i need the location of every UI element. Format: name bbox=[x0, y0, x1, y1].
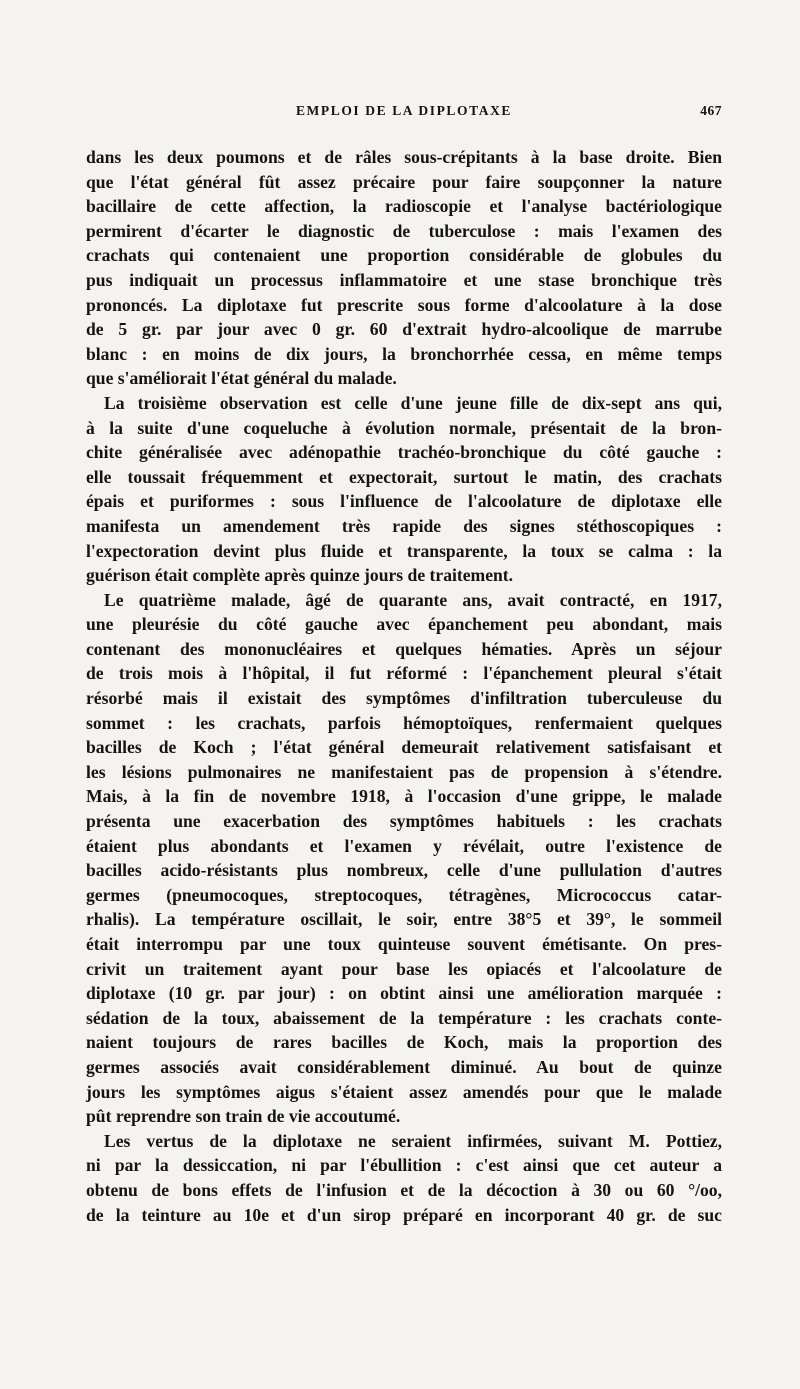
text-line: rhalis). La température oscillait, le soir, entre 38°5 et 39°, le sommeil bbox=[86, 909, 722, 930]
text-line: bacilles acido-résistants plus nombreux, celle d'une pullulation d'autres bbox=[86, 860, 722, 881]
text-line: germes associés avait considérablement diminué. Au bout de quinze bbox=[86, 1056, 722, 1077]
text-line: que s'améliorait l'état général du malade. bbox=[86, 368, 397, 389]
text-line: de trois mois à l'hôpital, il fut réformé : l'épanchement pleural s'était bbox=[86, 663, 722, 684]
text-line: crachats qui contenaient une proportion considérable de globules du bbox=[86, 245, 722, 266]
text-line: contenant des mononucléaires et quelques hématies. Après un séjour bbox=[86, 638, 722, 659]
text-line: à la suite d'une coqueluche à évolution normale, présentait de la bron- bbox=[86, 417, 722, 438]
text-line: Mais, à la fin de novembre 1918, à l'occasion d'une grippe, le malade bbox=[86, 786, 722, 807]
text-line: crivit un traitement ayant pour base les opiacés et l'alcoolature de bbox=[86, 958, 722, 979]
text-line: bacillaire de cette affection, la radioscopie et l'analyse bactériologique bbox=[86, 196, 722, 217]
text-line: pus indiquait un processus inflammatoire et une stase bronchique très bbox=[86, 269, 722, 290]
text-line: une pleurésie du côté gauche avec épanchement peu abondant, mais bbox=[86, 614, 722, 635]
text-line: l'expectoration devint plus fluide et transparente, la toux se calma : la bbox=[86, 540, 722, 561]
text-line: les lésions pulmonaires ne manifestaient pas de propension à s'étendre. bbox=[86, 761, 722, 782]
text-line: obtenu de bons effets de l'infusion et de la décoction à 30 ou 60 °/oo, bbox=[86, 1179, 722, 1200]
text-line: sédation de la toux, abaissement de la température : les crachats conte- bbox=[86, 1007, 722, 1028]
page-header bbox=[86, 103, 722, 127]
text-line: elle toussait fréquemment et expectorait, surtout le matin, des crachats bbox=[86, 466, 722, 487]
text-line: sommet : les crachats, parfois hémoptoïques, renfermaient quelques bbox=[86, 712, 722, 733]
text-line: ni par la dessiccation, ni par l'ébullition : c'est ainsi que cet auteur a bbox=[86, 1155, 722, 1176]
text-line: naient toujours de rares bacilles de Koch, mais la proportion des bbox=[86, 1032, 722, 1053]
text-line: de 5 gr. par jour avec 0 gr. 60 d'extrait hydro-alcoolique de marrube bbox=[86, 319, 722, 340]
text-line: germes (pneumocoques, streptocoques, tétragènes, Micrococcus catar- bbox=[86, 884, 722, 905]
body-text bbox=[86, 145, 722, 1227]
text-line: était interrompu par une toux quinteuse souvent émétisante. On pres- bbox=[86, 934, 722, 954]
text-line: présenta une exacerbation des symptômes habituels : les crachats bbox=[86, 811, 722, 832]
text-line: manifesta un amendement très rapide des signes stéthoscopiques : bbox=[86, 515, 722, 536]
text-line: permirent d'écarter le diagnostic de tuberculose : mais l'examen des bbox=[86, 220, 722, 241]
text-line: Les vertus de la diplotaxe ne seraient infirmées, suivant M. Pottiez, bbox=[104, 1130, 722, 1151]
text-line: pût reprendre son train de vie accoutumé. bbox=[86, 1106, 401, 1127]
text-line: jours les symptômes aigus s'étaient assez amendés pour que le malade bbox=[86, 1081, 722, 1102]
text-line: de la teinture au 10e et d'un sirop préparé en incorporant 40 gr. de suc bbox=[86, 1204, 722, 1225]
text-line: Le quatrième malade, âgé de quarante ans, avait contracté, en 1917, bbox=[104, 589, 722, 610]
text-line: blanc : en moins de dix jours, la bronchorrhée cessa, en même temps bbox=[86, 343, 722, 364]
text-line: épais et puriformes : sous l'influence de l'alcoolature de diplotaxe elle bbox=[86, 491, 722, 512]
text-line: prononcés. La diplotaxe fut prescrite sous forme d'alcoolature à la dose bbox=[86, 294, 722, 315]
text-line: dans les deux poumons et de râles sous-crépitants à la base droite. Bien bbox=[86, 147, 722, 167]
text-line: guérison était complète après quinze jours de traitement. bbox=[86, 565, 514, 586]
text-line: chite généralisée avec adénopathie trachéo-bronchique du côté gauche : bbox=[86, 442, 722, 463]
text-line: que l'état général fût assez précaire pour faire soupçonner la nature bbox=[86, 171, 722, 192]
text-line: bacilles de Koch ; l'état général demeurait relativement satisfaisant et bbox=[86, 737, 722, 758]
text-line: diplotaxe (10 gr. par jour) : on obtint ainsi une amélioration marquée : bbox=[86, 983, 722, 1004]
page-number: 467 bbox=[700, 103, 722, 118]
text-line: La troisième observation est celle d'une jeune fille de dix-sept ans qui, bbox=[104, 392, 722, 413]
text-line: étaient plus abondants et l'examen y révélait, outre l'existence de bbox=[86, 835, 722, 856]
running-title: EMPLOI DE LA DIPLOTAXE bbox=[295, 103, 513, 118]
text-line: résorbé mais il existait des symptômes d'infiltration tuberculeuse du bbox=[86, 688, 722, 709]
